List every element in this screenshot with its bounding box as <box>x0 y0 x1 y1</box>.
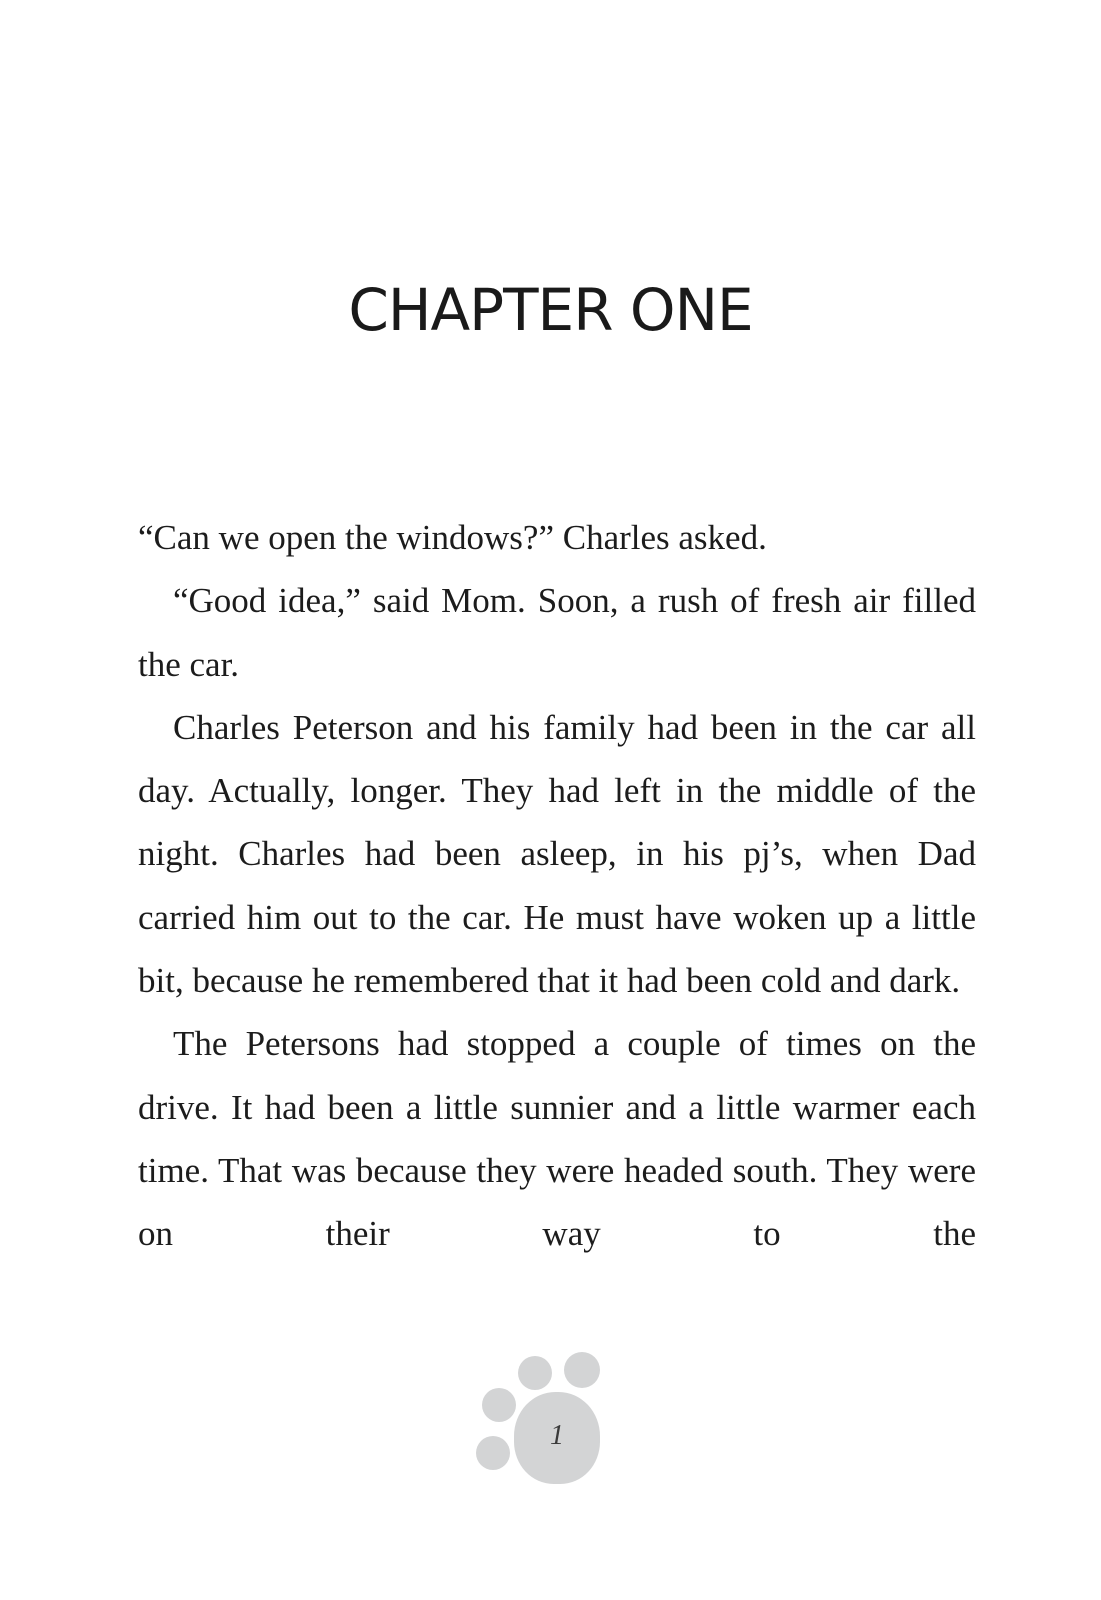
paragraph: The Petersons had stopped a couple of times on the drive. It had been a little sunnier and a little warmer each time. That was because they were headed south. They were on their way to the <box>138 1024 976 1254</box>
chapter-body <box>138 506 976 1266</box>
paragraph: “Can we open the windows?” Charles asked. <box>138 518 767 557</box>
paragraph: “Good idea,” said Mom. Soon, a rush of fresh air filled the car. <box>138 581 976 684</box>
chapter-title: CHAPTER ONE <box>348 276 753 344</box>
paw-toe <box>518 1356 552 1390</box>
paragraph: Charles Peterson and his family had been in the car all day. Actually, longer. They had left in the middle of the night. Charles had been asleep, in his pj’s, when Dad carried him out to the car. He must have woken up a little bit, because he remembered that it had been cold and dark. <box>138 707 976 1001</box>
paw-toe <box>482 1388 516 1422</box>
paw-print-icon <box>470 1350 610 1490</box>
paw-toe <box>564 1352 600 1388</box>
page-number: 1 <box>550 1420 564 1451</box>
paw-toe <box>476 1436 510 1470</box>
